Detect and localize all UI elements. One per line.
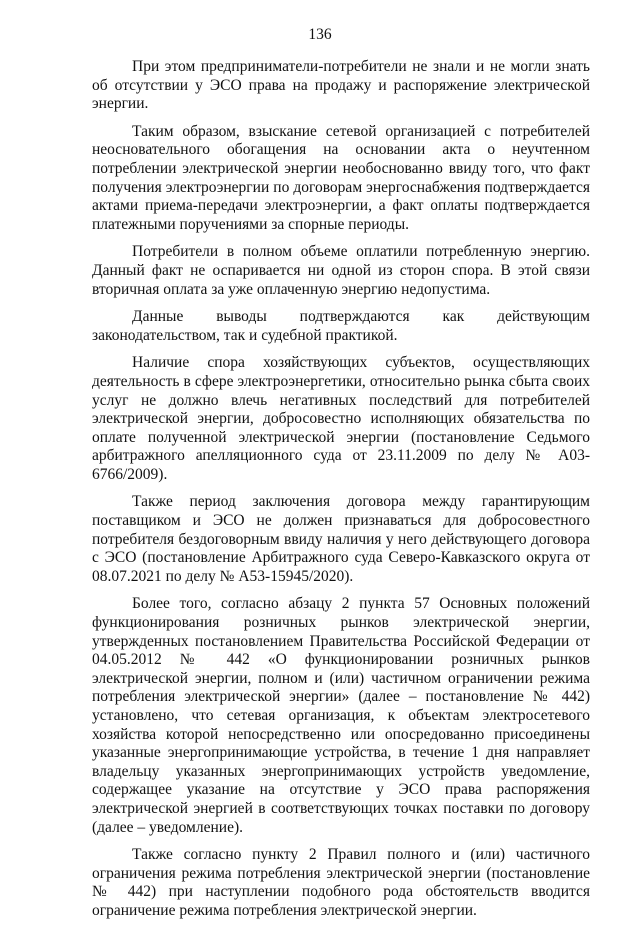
paragraph: Также период заключения договора между гарантирующим поставщиком и ЭСО не должен признаваться для добросовестного потребителя бездоговорным ввиду наличия у него действующего договора с ЭСО (постановление Арбитражного суда Северо-Кавказского округа от 08.07.2021 по делу № А53-15945/2020). <box>92 493 590 585</box>
page-number: 136 <box>308 26 332 43</box>
paragraph: Таким образом, взыскание сетевой организацией с потребителей неосновательного обогащения на основании акта о неучтенном потреблении электрической энергии необоснованно ввиду того, что факт получения электроэнергии по договорам энергоснабжения подтверждается актами приема-передачи электроэнергии, а факт оплаты подтверждается платежными поручениями за спорные периоды. <box>92 122 590 233</box>
paragraph: При этом предприниматели-потребители не знали и не могли знать об отсутствии у ЭСО права на продажу и распоряжение электрической энергии. <box>92 58 590 113</box>
document-body <box>92 58 590 930</box>
paragraph: Потребители в полном объеме оплатили потребленную энергию. Данный факт не оспаривается ни одной из сторон спора. В этой связи вторичная оплата за уже оплаченную энергию недопустима. <box>92 243 590 298</box>
paragraph: Данные выводы подтверждаются как действующим законодательством, так и судебной практикой. <box>92 308 590 344</box>
paragraph: Более того, согласно абзацу 2 пункта 57 Основных положений функционирования розничных рынков электрической энергии, утвержденных постановлением Правительства Российской Федерации от 04.05.2012 № 442 «О функционировании розничных рынков электрической энергии, полном и (или) частичном ограничении режима потребления электрической энергии» (далее – постановление № 442) установлено, что сетевая организация, к объектам электросетевого хозяйства которой непосредственно или опосредованно присоединены указанные энергопринимающие устройства, в течение 1 дня направляет владельцу указанных энергопринимающих устройств уведомление, содержащее указание на отсутствие у ЭСО права распоряжения электрической энергией в соответствующих точках поставки по договору (далее – уведомление). <box>92 595 590 836</box>
paragraph: Наличие спора хозяйствующих субъектов, осуществляющих деятельность в сфере электроэнергетики, относительно рынка сбыта своих услуг не должно влечь негативных последствий для потребителей электрической энергии, добросовестно исполняющих обязательства по оплате полученной электрической энергии (постановление Седьмого арбитражного апелляционного суда от 23.11.2009 по делу № А03-6766/2009). <box>92 354 590 483</box>
paragraph: Также согласно пункту 2 Правил полного и (или) частичного ограничения режима потребления электрической энергии (постановление № 442) при наступлении подобного рода обстоятельств вводится ограничение режима потребления электрической энергии. <box>92 846 590 919</box>
